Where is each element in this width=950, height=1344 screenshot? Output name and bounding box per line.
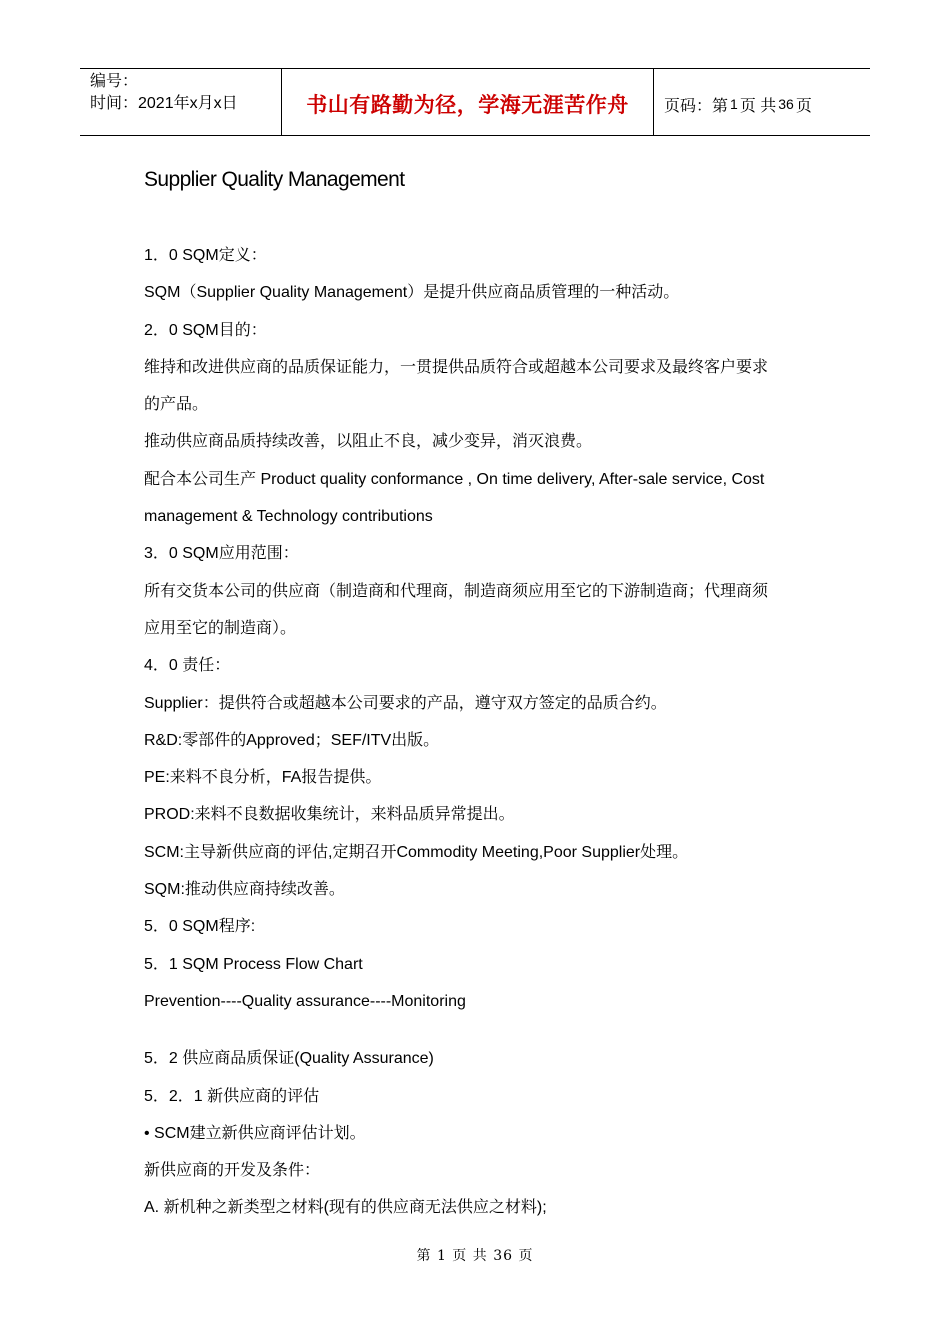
page-footer: 第 1 页 共 36 页 [416, 1248, 534, 1264]
document-title: Supplier Quality Management [144, 168, 405, 191]
body-line: PE:来料不良分析，FA报告提供。 [144, 769, 382, 787]
body-line: SQM:推动供应商持续改善。 [144, 881, 345, 899]
header-page-info [654, 69, 870, 135]
section-heading: 3．0 SQM应用范围： [144, 545, 299, 563]
body-line: R&D:零部件的Approved；SEF/ITV出版。 [144, 731, 440, 749]
body-line: PROD:来料不良数据收集统计，来料品质异常提出。 [144, 806, 515, 824]
page-prefix: 页码：第 [664, 97, 729, 115]
bullet-line: • SCM建立新供应商评估计划。 [144, 1124, 366, 1142]
number-label: 编号： [90, 73, 139, 90]
page-total: 36 [778, 96, 794, 112]
body-line: management & Technology contributions [144, 508, 433, 526]
section-heading: 1．0 SQM定义： [144, 247, 267, 264]
subsection-heading: 5．2．1 新供应商的评估 [144, 1087, 320, 1105]
document-body [144, 240, 814, 1230]
page-suffix: 页 [795, 97, 812, 115]
body-line: 新供应商的开发及条件： [144, 1162, 321, 1180]
body-line: 配合本公司生产 Product quality conformance , On time delivery, After-sale service, Cost [144, 470, 765, 488]
body-line: 应用至它的制造商）。 [144, 619, 297, 637]
subsection-heading: 5．2 供应商品质保证(Quality Assurance) [144, 1050, 434, 1068]
body-line: 推动供应商品质持续改善，以阻止不良，减少变异，消灭浪费。 [144, 433, 593, 451]
page-mid: 页 共 [739, 97, 777, 115]
body-line: 维持和改进供应商的品质保证能力，一贯提供品质符合或超越本公司要求及最终客户要求 [144, 358, 769, 376]
header-motto: 书山有路勤为径，学海无涯苦作舟 [281, 69, 654, 135]
body-line: 的产品。 [144, 396, 209, 414]
body-line: Supplier：提供符合或超越本公司要求的产品，遵守双方签定的品质合约。 [144, 694, 667, 712]
subsection-heading: 5．1 SQM Process Flow Chart [144, 955, 363, 973]
body-line: Prevention----Quality assurance----Monitoring [144, 992, 466, 1010]
header-left-cell [80, 69, 281, 135]
body-line: A. 新机种之新类型之材料(现有的供应商无法供应之材料); [144, 1199, 547, 1217]
section-heading: 5．0 SQM程序: [144, 918, 256, 936]
section-heading: 2．0 SQM目的： [144, 321, 267, 339]
section-heading: 4．0 责任： [144, 657, 231, 675]
body-line: SCM:主导新供应商的评估,定期召开Commodity Meeting,Poor Supplier处理。 [144, 843, 689, 861]
page-header [80, 68, 870, 136]
body-line: SQM（Supplier Quality Management）是提升供应商品质管理的一种活动。 [144, 284, 680, 302]
body-line: 所有交货本公司的供应商（制造商和代理商，制造商须应用至它的下游制造商；代理商须 [144, 582, 769, 600]
page-number: 1 [730, 96, 738, 112]
time-label: 时间：2021年x月x日 [90, 95, 238, 112]
